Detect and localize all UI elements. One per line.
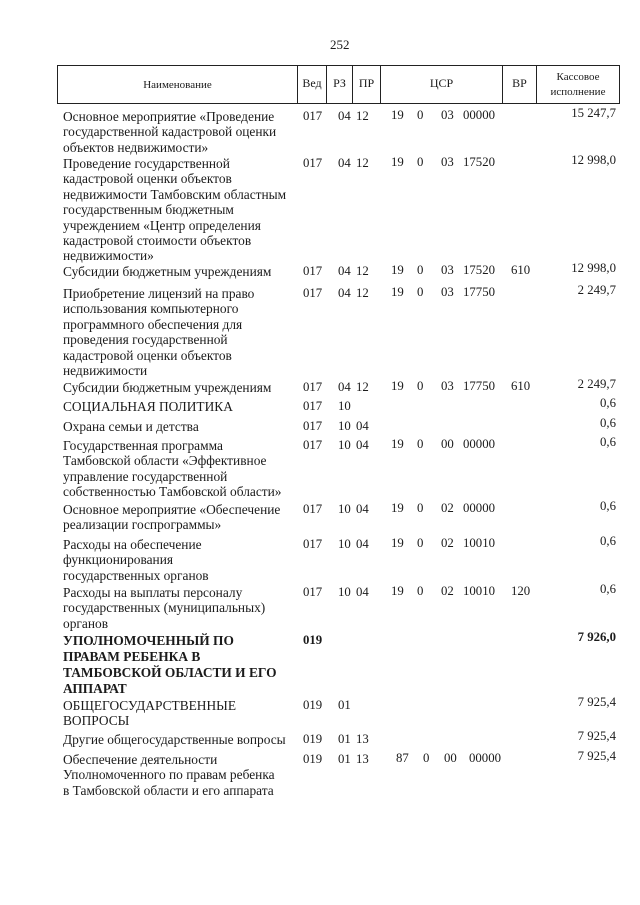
row-name-line: государственных органов [63, 567, 209, 583]
cash-execution-amount: 0,6 [600, 534, 616, 548]
cash-execution-amount: 0,6 [600, 582, 616, 596]
row-name-line: программного обеспечения для [63, 316, 243, 332]
row-name-line: ВОПРОСЫ [63, 713, 130, 729]
cash-execution-amount: 0,6 [600, 416, 616, 430]
row-name-line: Другие общегосударственные вопросы [63, 732, 286, 747]
column-header-cash-execution: Кассовое исполнение [536, 66, 619, 103]
cash-execution-amount: 7 925,4 [577, 729, 616, 743]
ved-code: 017 [303, 502, 323, 516]
target-article-code-part: 10010 [463, 536, 495, 550]
target-article-code-part: 0 [417, 108, 424, 122]
target-article-code-part: 19 [391, 501, 404, 515]
row-name [63, 585, 265, 631]
row-name-line: ОБЩЕГОСУДАРСТВЕННЫЕ [63, 698, 237, 713]
cash-execution-amount: 7 925,4 [577, 695, 616, 709]
target-article-code-part: 19 [391, 108, 404, 122]
subsection-code: 12 [356, 264, 369, 278]
target-article-code-part: 17750 [463, 379, 495, 393]
row-name-line: учреждением «Центр определения [63, 217, 261, 233]
row-name-line: Государственная программа [63, 438, 223, 453]
row-name-line: использования компьютерного [63, 301, 239, 317]
row-name-line: в Тамбовской области и его аппарата [63, 782, 274, 798]
row-name [63, 264, 271, 279]
expense-type-code: 610 [511, 263, 531, 277]
ved-code: 017 [303, 399, 323, 413]
target-article-code-part: 0 [417, 379, 424, 393]
section-code: 10 [338, 585, 351, 599]
row-name [63, 399, 233, 414]
expense-type-code: 610 [511, 379, 531, 393]
section-code: 10 [338, 502, 351, 516]
cash-execution-amount: 7 925,4 [577, 749, 616, 763]
section-code: 04 [338, 380, 351, 394]
target-article-code-part: 03 [441, 155, 454, 169]
subsection-code: 04 [356, 502, 369, 516]
cash-execution-amount: 0,6 [600, 435, 616, 449]
cash-execution-amount: 12 998,0 [571, 261, 616, 275]
target-article-code-part: 0 [417, 437, 424, 451]
row-name-line: реализации госпрограммы» [63, 517, 222, 533]
row-name-line: проведения государственной [63, 332, 228, 348]
row-name-line: Основное мероприятие «Обеспечение [63, 502, 281, 517]
section-code: 04 [338, 156, 351, 170]
target-article-code-part: 03 [441, 263, 454, 277]
row-name [63, 633, 276, 697]
subsection-code: 12 [356, 380, 369, 394]
section-code: 04 [338, 109, 351, 123]
row-name-line: кадастровой оценки объектов [63, 171, 232, 187]
ved-code: 017 [303, 438, 323, 452]
row-name-line: недвижимости Тамбовским областным [63, 186, 287, 202]
target-article-code-part: 19 [391, 285, 404, 299]
cash-execution-amount: 15 247,7 [571, 106, 616, 120]
target-article-code-part: 19 [391, 263, 404, 277]
subsection-code: 04 [356, 585, 369, 599]
row-name [63, 380, 271, 395]
section-code: 10 [338, 438, 351, 452]
cash-execution-amount: 7 926,0 [577, 630, 616, 644]
target-article-code-part: 03 [441, 285, 454, 299]
row-name-line: недвижимости [63, 363, 148, 379]
target-article-code-part: 0 [417, 263, 424, 277]
target-article-code-part: 19 [391, 437, 404, 451]
cash-execution-amount: 12 998,0 [571, 153, 616, 167]
target-article-code-part: 02 [441, 584, 454, 598]
subsection-code: 13 [356, 752, 369, 766]
column-header-subsection: ПР [352, 66, 380, 103]
row-name-line: Субсидии бюджетным учреждениям [63, 264, 272, 279]
row-name-line: объектов недвижимости» [63, 139, 209, 155]
target-article-code-part: 0 [417, 584, 424, 598]
row-name-line: Основное мероприятие «Проведение [63, 109, 275, 124]
row-name-line: государственным бюджетным [63, 202, 234, 218]
section-code: 10 [338, 537, 351, 551]
subsection-code: 12 [356, 156, 369, 170]
section-code: 01 [338, 698, 351, 712]
ved-code: 019 [303, 698, 323, 712]
target-article-code-part: 02 [441, 536, 454, 550]
column-header-ved: Вед [297, 66, 326, 103]
ved-code: 019 [303, 732, 323, 746]
target-article-code-part: 19 [391, 155, 404, 169]
row-name-line: АППАРАТ [63, 680, 127, 696]
row-name-line: кадастровой оценки объектов [63, 347, 232, 363]
row-name-line: УПОЛНОМОЧЕННЫЙ ПО [63, 633, 234, 648]
row-name-line: Тамбовской области «Эффективное [63, 453, 267, 469]
target-article-code-part: 03 [441, 379, 454, 393]
cash-execution-amount: 0,6 [600, 396, 616, 410]
ved-code: 017 [303, 537, 323, 551]
row-name-line: Уполномоченного по правам ребенка [63, 767, 275, 783]
row-name-line: ПРАВАМ РЕБЕНКА В [63, 648, 201, 664]
target-article-code-part: 19 [391, 584, 404, 598]
section-code: 04 [338, 286, 351, 300]
subsection-code: 12 [356, 109, 369, 123]
target-article-code-part: 00 [441, 437, 454, 451]
target-article-code-part: 0 [417, 501, 424, 515]
target-article-code-part: 00000 [463, 108, 495, 122]
row-name-line: недвижимости» [63, 248, 154, 264]
row-name-line: СОЦИАЛЬНАЯ ПОЛИТИКА [63, 399, 233, 414]
row-name-line: Расходы на выплаты персоналу [63, 585, 243, 600]
cash-execution-amount: 2 249,7 [577, 377, 616, 391]
ved-code: 019 [303, 633, 323, 647]
row-name [63, 438, 282, 500]
ved-code: 019 [303, 752, 323, 766]
column-header-name: Наименование [143, 78, 212, 91]
row-name [63, 502, 280, 533]
target-article-code-part: 0 [423, 751, 430, 765]
section-code: 10 [338, 399, 351, 413]
ved-code: 017 [303, 286, 323, 300]
target-article-code-part: 00000 [463, 501, 495, 515]
expense-type-code: 120 [511, 584, 531, 598]
target-article-code-part: 17520 [463, 263, 495, 277]
row-name-line: органов [63, 615, 109, 631]
row-name [63, 752, 275, 798]
row-name [63, 698, 236, 729]
page-number: 252 [330, 37, 350, 52]
row-name-line: собственностью Тамбовской области» [63, 484, 282, 500]
ved-code: 017 [303, 419, 323, 433]
subsection-code: 12 [356, 286, 369, 300]
subsection-code: 04 [356, 419, 369, 433]
row-name-line: государственных (муниципальных) [63, 600, 266, 616]
target-article-code-part: 0 [417, 285, 424, 299]
subsection-code: 04 [356, 537, 369, 551]
target-article-code-part: 02 [441, 501, 454, 515]
target-article-code-part: 10010 [463, 584, 495, 598]
column-header-section: РЗ [326, 66, 352, 103]
ved-code: 017 [303, 156, 323, 170]
row-name-line: Проведение государственной [63, 156, 230, 171]
section-code: 10 [338, 419, 351, 433]
subsection-code: 13 [356, 732, 369, 746]
ved-code: 017 [303, 380, 323, 394]
section-code: 01 [338, 732, 351, 746]
table-header [57, 65, 620, 104]
target-article-code-part: 00000 [463, 437, 495, 451]
row-name [63, 732, 286, 747]
target-article-code-part: 03 [441, 108, 454, 122]
row-name-line: Обеспечение деятельности [63, 752, 218, 767]
cash-execution-amount: 0,6 [600, 499, 616, 513]
row-name-line: Охрана семьи и детства [63, 419, 199, 434]
column-header-expense-type: ВР [502, 66, 536, 103]
row-name [63, 419, 199, 434]
row-name-line: Расходы на обеспечение [63, 537, 202, 552]
target-article-code-part: 17750 [463, 285, 495, 299]
ved-code: 017 [303, 109, 323, 123]
target-article-code-part: 19 [391, 379, 404, 393]
cash-execution-amount: 2 249,7 [577, 283, 616, 297]
target-article-code-part: 00000 [469, 751, 501, 765]
row-name-line: государственной кадастровой оценки [63, 124, 277, 140]
target-article-code-part: 19 [391, 536, 404, 550]
row-name-line: кадастровой стоимости объектов [63, 233, 252, 249]
target-article-code-part: 87 [396, 751, 409, 765]
target-article-code-part: 0 [417, 536, 424, 550]
row-name-line: управление государственной [63, 468, 228, 484]
target-article-code-part: 00 [444, 751, 457, 765]
ved-code: 017 [303, 585, 323, 599]
subsection-code: 04 [356, 438, 369, 452]
row-name [63, 109, 276, 155]
row-name [63, 156, 286, 264]
column-header-target-article: ЦСР [380, 66, 502, 103]
ved-code: 017 [303, 264, 323, 278]
row-name-line: ТАМБОВСКОЙ ОБЛАСТИ И ЕГО [63, 664, 277, 680]
row-name-line: Субсидии бюджетным учреждениям [63, 380, 272, 395]
row-name-line: Приобретение лицензий на право [63, 286, 255, 301]
target-article-code-part: 17520 [463, 155, 495, 169]
section-code: 01 [338, 752, 351, 766]
row-name [63, 286, 254, 378]
target-article-code-part: 0 [417, 155, 424, 169]
section-code: 04 [338, 264, 351, 278]
row-name-line: функционирования [63, 552, 174, 568]
row-name [63, 537, 209, 583]
